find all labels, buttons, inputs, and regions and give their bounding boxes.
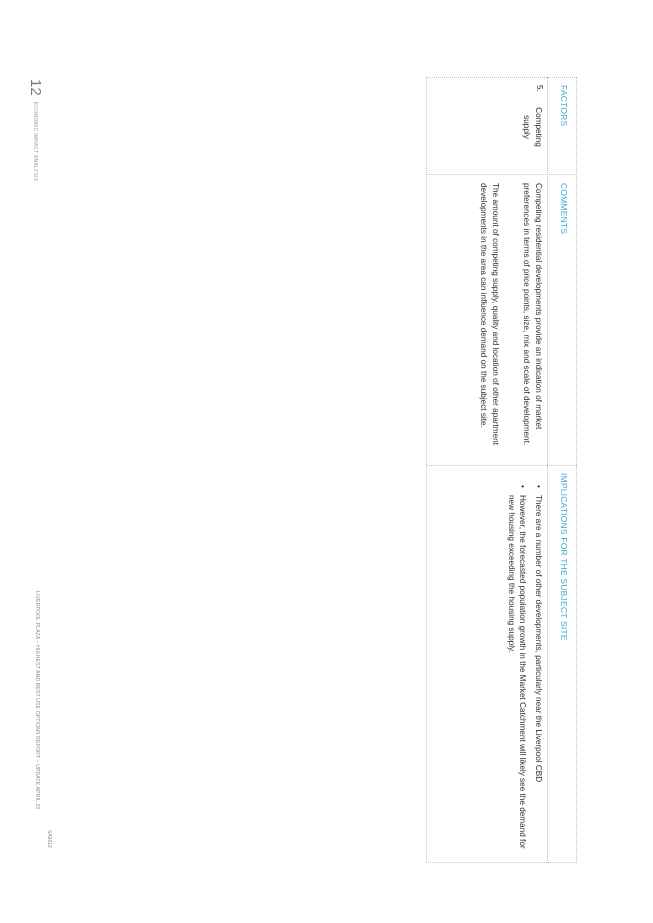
factors-table bbox=[427, 77, 577, 863]
factor-name: Competing supply bbox=[522, 107, 543, 147]
comment-paragraph-1: Competing residential developments provide an indication of market preferences in terms of price points, size, mix and scale of development. bbox=[522, 183, 543, 446]
rotated-content bbox=[427, 77, 577, 863]
header-divider bbox=[547, 77, 548, 863]
document-code: SA6612 bbox=[46, 830, 52, 848]
brand-label: ECONOMIC IMPACT ANALYSIS bbox=[32, 101, 39, 182]
implication-item: • There are a number of other developments, particularly near the Liverpool CBD bbox=[532, 495, 544, 850]
page-number-block bbox=[26, 79, 44, 181]
header-factors: FACTORS bbox=[559, 85, 569, 127]
header-implications: IMPLICATIONS FOR THE SUBJECT SITE bbox=[559, 473, 569, 641]
column-divider-2 bbox=[427, 465, 577, 466]
comment-paragraph-2: The amount of competing supply, quality and location of other apartment developments in the area can influence demand on the subject site. bbox=[479, 183, 500, 446]
footer-text: LIVERPOOL PLAZA – HIGHEST AND BEST USE OPTIONS REPORT – UPDATE APRIL 20 bbox=[34, 591, 40, 810]
row-number: 5. bbox=[535, 85, 544, 92]
column-divider-1 bbox=[427, 174, 577, 175]
page-number: 12 bbox=[27, 79, 44, 96]
implication-item: • However, the forecasted population growth in the Market Catchment will likely see the demand for new housing exceeding the housing supply. bbox=[505, 495, 528, 850]
header-comments: COMMENTS bbox=[559, 183, 569, 235]
implications-list bbox=[501, 485, 544, 850]
